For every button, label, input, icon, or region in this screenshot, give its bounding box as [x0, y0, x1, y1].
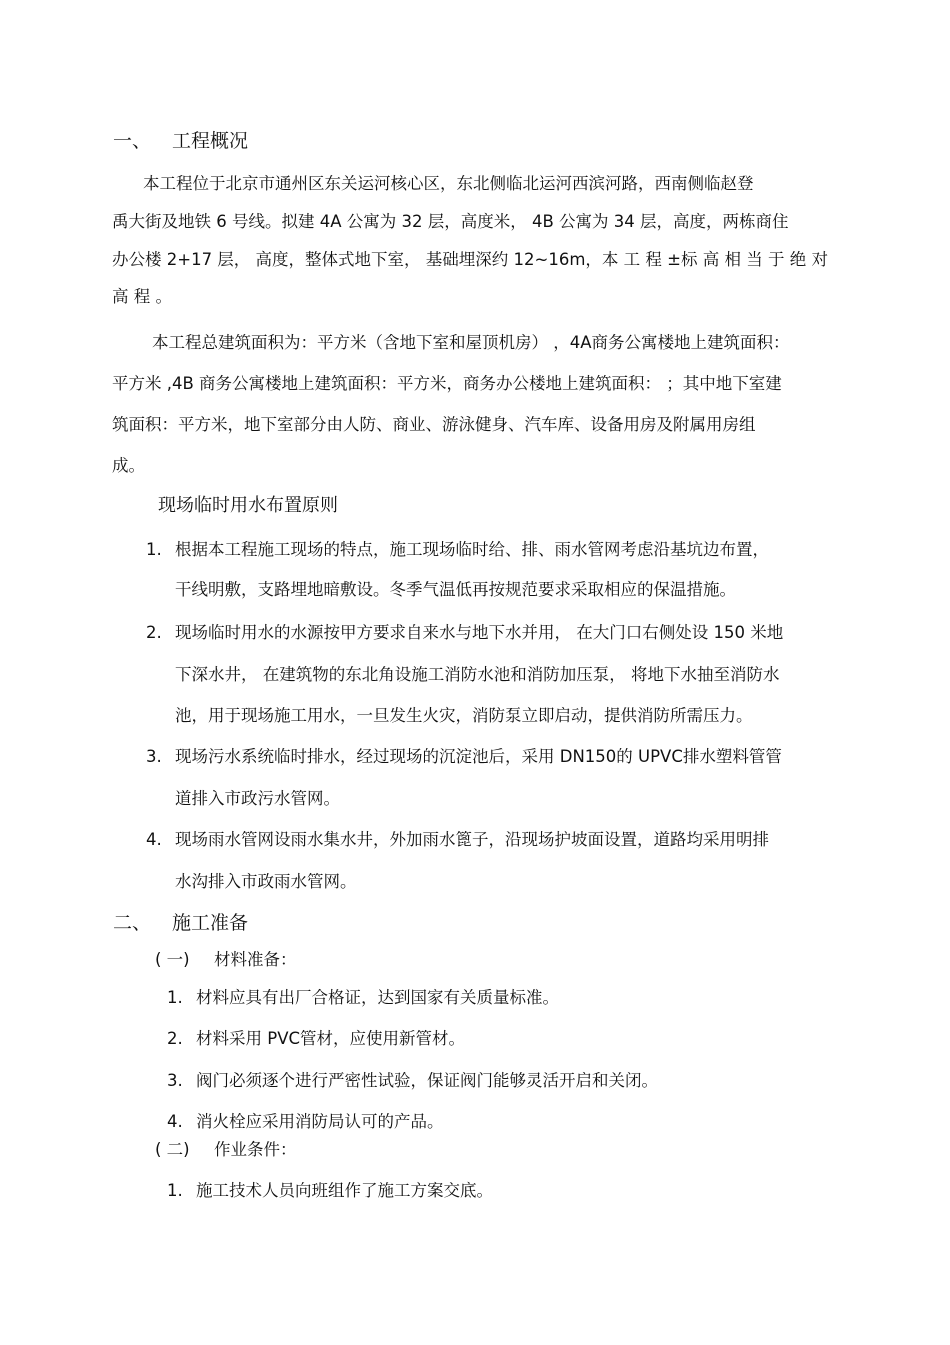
list-item-line: 阀门必须逐个进行严密性试验，保证阀门能够灵活开启和关闭。 [196, 1071, 658, 1090]
section-title: 施工准备 [172, 912, 249, 934]
list-number: 4. [146, 830, 162, 849]
list-number: 4. [167, 1112, 183, 1131]
section-title: 工程概况 [172, 130, 249, 152]
list-item-line: 现场雨水管网设雨水集水井，外加雨水篦子，沿现场护坡面设置，道路均采用明排 [175, 830, 769, 849]
list-number: 3. [167, 1071, 183, 1090]
list-item-line: 施工技术人员向班组作了施工方案交底。 [196, 1181, 493, 1200]
section-number: 二、 [113, 912, 152, 934]
subsection-number: ( 一) [155, 950, 190, 969]
list-number: 2. [146, 623, 162, 642]
list-number: 2. [167, 1029, 183, 1048]
list-item-line: 现场临时用水的水源按甲方要求自来水与地下水并用， 在大门口右侧处设 150 米地 [175, 623, 784, 642]
section-number: 一、 [113, 130, 152, 152]
paragraph-line: 筑面积：平方米，地下室部分由人防、商业、游泳健身、汽车库、设备用房及附属用房组 [112, 415, 756, 434]
list-item-line: 干线明敷，支路埋地暗敷设。冬季气温低再按规范要求采取相应的保温措施。 [175, 580, 736, 599]
list-number: 1. [146, 540, 162, 559]
list-number: 3. [146, 747, 162, 766]
paragraph-line: 高 程 。 [112, 287, 172, 306]
list-item-line: 池，用于现场施工用水，一旦发生火灾，消防泵立即启动，提供消防所需压力。 [175, 706, 753, 725]
paragraph-line: 平方米 ,4B 商务公寓楼地上建筑面积：平方米，商务办公楼地上建筑面积： ；其中地下室建 [112, 374, 782, 393]
list-item-line: 材料采用 PVC管材，应使用新管材。 [196, 1029, 466, 1048]
subsection-title: 材料准备： [214, 950, 297, 969]
paragraph-line: 成。 [112, 456, 145, 475]
paragraph-line: 本工程位于北京市通州区东关运河核心区，东北侧临北运河西滨河路，西南侧临赵登 [143, 174, 754, 193]
subsection-title: 作业条件： [214, 1140, 297, 1159]
list-item-line: 根据本工程施工现场的特点，施工现场临时给、排、雨水管网考虑沿基坑边布置， [175, 540, 769, 559]
list-item-line: 下深水井， 在建筑物的东北角设施工消防水池和消防加压泵， 将地下水抽至消防水 [175, 665, 780, 684]
paragraph-line: 禹大街及地铁 6 号线。拟建 4A 公寓为 32 层，高度米， 4B 公寓为 34 层，高度，两栋商住 [112, 212, 789, 231]
list-item-line: 水沟排入市政雨水管网。 [175, 872, 357, 891]
subsection-title: 现场临时用水布置原则 [158, 495, 338, 516]
paragraph-line: 办公楼 2+17 层， 高度，整体式地下室， 基础埋深约 12~16m，本 工 程 ±标 高 相 当 于 绝 对 [112, 250, 828, 269]
list-item-line: 消火栓应采用消防局认可的产品。 [196, 1112, 444, 1131]
subsection-number: ( 二) [155, 1140, 190, 1159]
list-number: 1. [167, 1181, 183, 1200]
list-item-line: 现场污水系统临时排水，经过现场的沉淀池后，采用 DN150的 UPVC排水塑料管管 [175, 747, 782, 766]
paragraph-line: 本工程总建筑面积为：平方米（含地下室和屋顶机房） ，4A商务公寓楼地上建筑面积： [152, 333, 790, 352]
list-item-line: 材料应具有出厂合格证，达到国家有关质量标准。 [196, 988, 559, 1007]
list-number: 1. [167, 988, 183, 1007]
list-item-line: 道排入市政污水管网。 [175, 789, 340, 808]
